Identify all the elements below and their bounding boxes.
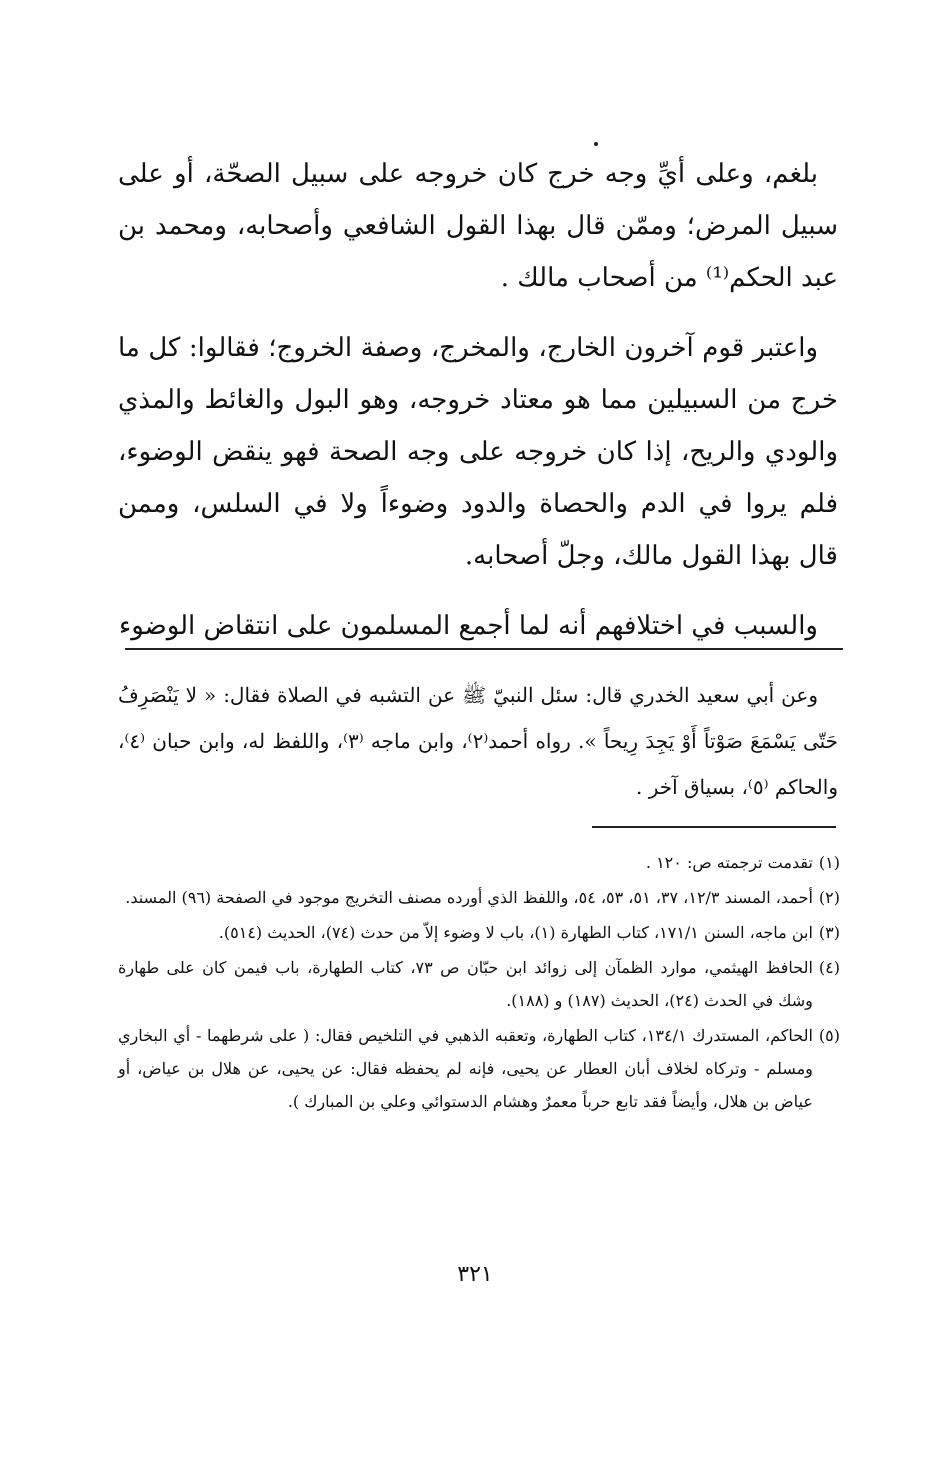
footnote-1 (118, 846, 840, 879)
footnote-number: (٥) (818, 1026, 840, 1045)
hadith-text: وعن أبي سعيد الخدري قال: سئل النبيّ ﷺ عن التشبه في الصلاة فقال: « لا يَنْصَرِفُ حَتّى يَسْمَعَ صَوْتاً أَوْ يَجِدَ رِيحاً ». رواه أحمد⁽٢⁾، وابن ماجه ⁽٣⁾، واللفظ له، وابن حبان ⁽٤⁾، والحاكم ⁽٥⁾، بسياق آخر . (118, 683, 839, 799)
footnote-2 (118, 881, 840, 914)
main-text (118, 148, 838, 670)
footnote-3 (118, 916, 840, 949)
footnote-text: الحاكم، المستدرك ١٣٤/١، كتاب الطهارة، وتعقبه الذهبي في التلخيص فقال: ( على شرطهما - أي البخاري ومسلم - وتركاه لخلاف أبان العطار عن يحيى، فإنه لم يحفظه فقال: عن يحيى، عن هلال بن عياض، أو عياض بن هلال، وأيضاً فقد تابع حرباً معمرٌ وهشام الدستوائي وعلي بن المبارك ). (118, 1026, 813, 1111)
footnote-text: الحافظ الهيثمي، موارد الظمآن إلى زوائد ابن حبّان ص ٧٣، كتاب الطهارة، باب فيمن كان على طهارة وشك في الحدث (٢٤)، الحديث (١٨٧) و (١٨٨). (118, 958, 813, 1010)
footnote-number: (١) (818, 853, 840, 872)
footnote-number: (٢) (818, 888, 840, 907)
footnote-text: تقدمت ترجمته ص: ١٢٠ . (645, 853, 813, 872)
paragraph-1: بلغم، وعلى أيِّ وجه خرج كان خروجه على سبيل الصحّة، أو على سبيل المرض؛ وممّن قال بهذا القول الشافعي وأصحابه، ومحمد بن عبد الحكم⁽¹⁾ من أصحاب مالك . (118, 159, 838, 293)
footnote-text: أحمد، المسند ١٢/٣، ٣٧، ٥١، ٥٣، ٥٤، واللفظ الذي أورده مصنف التخريج موجود في الصفحة (٩٦) المسند. (125, 888, 813, 907)
footnote-5 (118, 1019, 840, 1118)
footnote-number: (٤) (818, 958, 840, 977)
footnote-4 (118, 951, 840, 1017)
page-number: ٣٢١ (457, 1262, 493, 1287)
footnote-divider (592, 826, 836, 828)
footnotes (118, 846, 840, 1120)
footnote-number: (٣) (818, 923, 840, 942)
paragraph-2: واعتبر قوم آخرون الخارج، والمخرج، وصفة الخروج؛ فقالوا: كل ما خرج من السبيلين مما هو معتاد خروجه، وهو البول والغائط والمذي والودي والريح، إذا كان خروجه على وجه الصحة فهو ينقض الوضوء، فلم يروا في الدم والحصاة والدود وضوءاً ولا في السلس، وممن قال بهذا القول مالك، وجلّ أصحابه. (118, 333, 838, 571)
hadith-block (118, 672, 838, 810)
paragraph-3: والسبب في اختلافهم أنه لما أجمع المسلمون على انتقاض الوضوء (118, 611, 818, 641)
section-divider (125, 648, 843, 650)
footnote-text: ابن ماجه، السنن ١٧١/١، كتاب الطهارة (١)، باب لا وضوء إلاّ من حدث (٧٤)، الحديث (٥١٤). (218, 923, 813, 942)
ink-dot (594, 142, 598, 146)
